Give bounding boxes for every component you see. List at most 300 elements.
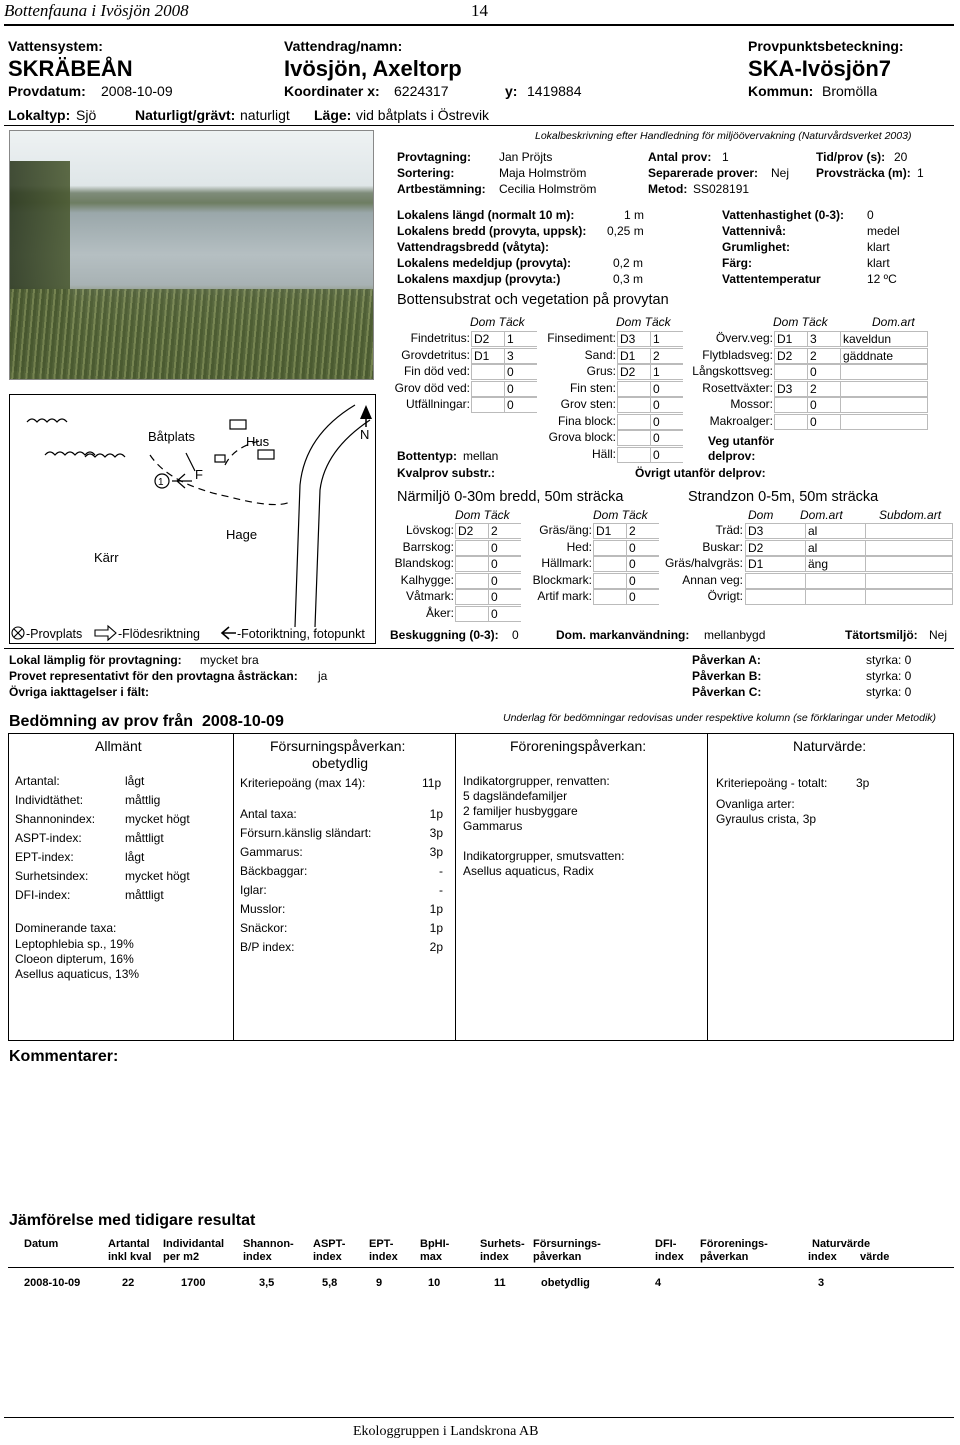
bedomning-date: 2008-10-09	[202, 713, 284, 730]
lamplig-value: mycket bra	[200, 653, 259, 667]
site-map	[9, 394, 376, 644]
field-label: Grova block:	[548, 430, 616, 444]
field-label: Våtmark:	[405, 589, 454, 603]
field-label: Grus:	[586, 364, 616, 378]
antal-prov-value: 1	[722, 150, 729, 164]
ovanliga-value: Gyraulus crista, 3p	[716, 812, 817, 826]
provstracka-value: 1	[917, 166, 924, 180]
column-header-sub: index	[480, 1251, 509, 1263]
flow-arrow	[172, 474, 192, 488]
allmant-label: DFI-index:	[15, 888, 71, 902]
column-header-sub: index	[808, 1251, 837, 1263]
map-label-batplats: Båtplats	[148, 429, 195, 444]
legend-flode: -Flödesriktning	[118, 627, 200, 641]
beskuggning-label: Beskuggning (0-3):	[390, 628, 499, 642]
legend-provplats-icon-cross	[14, 629, 22, 637]
paverkan-label: Påverkan B:	[692, 669, 762, 683]
tatort-value: Nej	[929, 628, 948, 642]
column-header: Individantal	[163, 1238, 225, 1250]
art-cell	[840, 414, 928, 430]
marsh-symbol	[85, 454, 125, 457]
photo-arrow	[186, 453, 195, 471]
dom-cell: D2	[455, 523, 488, 539]
field-label: Sand:	[584, 347, 616, 362]
allmant-value: måttligt	[125, 888, 164, 902]
tack-cell: 0	[488, 556, 521, 572]
legend-foto: -Fotoriktning, fotopunkt	[237, 627, 365, 641]
field-label: Åker:	[425, 605, 454, 620]
column-header: Försurnings-	[533, 1238, 601, 1250]
fororening-header: Föroreningspåverkan:	[510, 738, 647, 754]
dom-cell	[774, 414, 807, 430]
kriteriepoang-label: Kriteriepoäng (max 14):	[240, 776, 366, 790]
map-label-hus: Hus	[246, 434, 270, 449]
tack-cell: 0	[626, 540, 659, 556]
divider	[4, 648, 954, 649]
marsh-symbol	[27, 419, 67, 422]
tatort-label: Tätortsmiljö:	[845, 628, 918, 642]
dom-cell: D3	[774, 381, 807, 397]
field-label: Häll:	[591, 446, 616, 461]
footer-rule	[4, 1417, 954, 1418]
substrat-col2-header: Dom Täck	[616, 315, 671, 329]
dom-cell	[774, 364, 807, 380]
table-cell: 4	[655, 1277, 662, 1289]
antal-prov-label: Antal prov:	[648, 150, 712, 164]
maxdjup-label: Lokalens maxdjup (provyta:)	[397, 272, 561, 286]
narmiljo-col1-header: Dom Täck	[455, 508, 510, 522]
substrat-title: Bottensubstrat och vegetation på provytan	[397, 292, 669, 308]
dom-cell	[745, 589, 805, 605]
koord-x-label: Koordinater x:	[284, 83, 380, 99]
vattendrag-value: Ivösjön, Axeltorp	[284, 56, 462, 81]
tack-cell: 0	[650, 430, 683, 446]
tack-cell: 0	[650, 397, 683, 413]
jamforelse-title: Jämförelse med tidigare resultat	[9, 1212, 256, 1229]
tack-cell: 0	[650, 381, 683, 397]
substrat-art-header: Dom.art	[872, 315, 915, 329]
dom-cell: D1	[617, 348, 650, 364]
column-header: ASPT-	[313, 1238, 346, 1250]
field-label: Grov död ved:	[394, 380, 470, 395]
art-cell: kaveldun	[840, 331, 928, 347]
indikator-smuts-value: Asellus aquaticus, Radix	[463, 864, 594, 878]
field-label: Kalhygge:	[400, 572, 454, 587]
column-header-sub: påverkan	[533, 1251, 582, 1263]
field-label: Hed:	[566, 539, 592, 554]
column-header-sub: påverkan	[700, 1251, 749, 1263]
tack-cell: 3	[504, 348, 537, 364]
veg-utanfor-label: Veg utanför	[708, 434, 775, 448]
underlag-note: Underlag för bedömningar redovisas under respektive kolumn (se förklaringar under Metodik)	[503, 712, 937, 724]
markanv-label: Dom. markanvändning:	[556, 628, 690, 642]
indikator-ren-item: 2 familjer husbyggare	[463, 804, 578, 818]
paverkan-styrka: styrka: 0	[866, 685, 912, 699]
forsurning-label: Försurn.känslig sländart:	[240, 826, 372, 840]
vattensystem-value: SKRÄBEÅN	[8, 56, 133, 81]
medeldjup-value: 0,2 m	[613, 256, 644, 270]
tack-cell: 1	[504, 331, 537, 347]
provtagning-value: Jan Pröjts	[499, 150, 553, 164]
dom-cell: D1	[471, 348, 504, 364]
field-label: Blandskog:	[394, 556, 454, 570]
kriterie-totalt-label: Kriteriepoäng - totalt:	[716, 776, 828, 790]
header-rule	[8, 1267, 954, 1268]
dom-cell: D2	[617, 364, 650, 380]
tack-cell: 2	[650, 348, 683, 364]
art-cell: äng	[805, 556, 865, 572]
allmant-label: EPT-index:	[15, 850, 74, 864]
art-cell: al	[805, 523, 865, 539]
forsurning-value: 3p	[429, 845, 443, 859]
hastighet-label: Vattenhastighet (0-3):	[722, 208, 845, 222]
forsurning-label: Iglar:	[240, 883, 267, 897]
narmiljo-col2-header: Dom Täck	[593, 508, 648, 522]
column-header-sub: index	[243, 1251, 272, 1263]
house-symbol	[258, 450, 274, 459]
allmant-label: Surhetsindex:	[15, 869, 89, 883]
field-label: Gräs/halvgräs:	[664, 556, 743, 570]
dom-cell: D1	[593, 523, 626, 539]
medeldjup-label: Lokalens medeldjup (provyta):	[397, 256, 572, 270]
veg-utanfor-label-2: delprov:	[708, 449, 756, 463]
table-cell: 11	[494, 1277, 506, 1289]
header-rule	[4, 24, 954, 26]
column-header: EPT-	[369, 1238, 394, 1250]
allmant-value: mycket högt	[125, 812, 190, 826]
column-header-sub: max	[420, 1251, 443, 1263]
paverkan-styrka: styrka: 0	[866, 653, 912, 667]
temp-value: 12 ºC	[867, 272, 897, 286]
field-label: Övrigt:	[707, 589, 743, 603]
tack-cell: 0	[650, 414, 683, 430]
dom-cell: D2	[774, 348, 807, 364]
field-label: Hällmark:	[541, 556, 592, 570]
column-divider	[233, 733, 234, 1041]
field-label: Findetritus:	[410, 331, 470, 345]
map-label-f: F	[195, 467, 203, 482]
representativt-value: ja	[318, 669, 328, 683]
lamplig-label: Lokal lämplig för provtagning:	[9, 653, 182, 667]
allmant-label: Artantal:	[15, 774, 60, 788]
tack-cell: 0	[488, 573, 521, 589]
allmant-value: lågt	[125, 774, 145, 788]
forsurning-label: Bäckbaggar:	[240, 864, 308, 878]
column-header: BpHI-	[420, 1238, 450, 1250]
tack-cell: 0	[626, 573, 659, 589]
ovanliga-label: Ovanliga arter:	[716, 797, 795, 811]
separerade-label: Separerade prover:	[648, 166, 759, 180]
dom-cell: D1	[745, 556, 805, 572]
field-label: Makroalger:	[709, 413, 773, 428]
lage-label: Läge:	[314, 107, 352, 123]
allmant-value: måttlig	[125, 793, 161, 807]
art-cell	[840, 397, 928, 413]
column-header-sub: värde	[860, 1251, 890, 1263]
bredd-value: 0,25 m	[607, 224, 644, 238]
maxdjup-value: 0,3 m	[613, 272, 644, 286]
legend-flode-icon	[95, 626, 116, 640]
tack-cell: 2	[626, 523, 659, 539]
vattendragsbredd-label: Vattendragsbredd (våtyta):	[397, 240, 550, 254]
vattendrag-label: Vattendrag/namn:	[284, 38, 403, 54]
tack-cell: 2	[488, 523, 521, 539]
strandzon-domart-header: Dom.art	[800, 508, 843, 522]
table-cell: 5,8	[322, 1277, 338, 1289]
table-cell: 2008-10-09	[24, 1277, 81, 1289]
column-divider	[707, 733, 708, 1041]
map-label-hage: Hage	[226, 527, 258, 542]
map-label-point: 1	[158, 477, 164, 488]
tid-label: Tid/prov (s):	[816, 150, 886, 164]
forsurning-label: Antal taxa:	[240, 807, 297, 821]
column-header-sub: index	[369, 1251, 398, 1263]
forsurning-value: 2p	[429, 940, 443, 954]
field-label: Grovdetritus:	[401, 347, 470, 362]
farg-label: Färg:	[722, 256, 752, 270]
legend-provplats: -Provplats	[26, 627, 83, 641]
bottentyp-label: Bottentyp:	[397, 449, 457, 463]
dominerande-taxon: Leptophlebia sp., 19%	[15, 937, 134, 951]
field-label: Överv.veg:	[715, 331, 773, 345]
lokaltyp-label: Lokaltyp:	[8, 107, 71, 123]
art-cell: gäddnate	[840, 348, 928, 364]
subart-cell	[865, 589, 953, 605]
dominerande-label: Dominerande taxa:	[15, 921, 117, 935]
lokaltyp-value: Sjö	[76, 107, 97, 123]
subart-cell	[865, 573, 953, 589]
lage-value: vid båtplats i Östrevik	[356, 107, 490, 123]
forsurning-label: Musslor:	[240, 902, 286, 916]
representativt-label: Provet representativt för den provtagna åsträckan:	[9, 669, 298, 683]
provtagning-label: Provtagning:	[397, 150, 471, 164]
table-cell: 3,5	[259, 1277, 275, 1289]
table-cell: 3	[818, 1277, 825, 1289]
field-label: Annan veg:	[682, 572, 743, 587]
tack-cell: 0	[488, 606, 521, 622]
column-header-sub: inkl kval	[108, 1251, 152, 1263]
indikator-smuts-label: Indikatorgrupper, smutsvatten:	[463, 849, 625, 863]
road-line	[315, 420, 370, 627]
dom-cell: D2	[471, 331, 504, 347]
bedomning-title: Bedömning av prov från	[9, 713, 194, 730]
forsurning-value: -	[439, 864, 443, 878]
field-label: Utfällningar:	[405, 397, 470, 411]
site-photo	[9, 130, 374, 380]
field-label: Mossor:	[730, 397, 773, 411]
separerade-value: Nej	[771, 166, 790, 180]
narmiljo-title: Närmiljö 0-30m bredd, 50m sträcka	[397, 489, 624, 505]
column-header: Artantal	[108, 1238, 150, 1250]
strandzon-title: Strandzon 0-5m, 50m sträcka	[688, 489, 879, 505]
field-label: Lövskog:	[405, 523, 454, 537]
site-map-drawing	[10, 395, 377, 645]
naturligt-value: naturligt	[240, 107, 290, 123]
field-label: Fina block:	[557, 413, 616, 428]
allmant-label: Individtäthet:	[15, 793, 84, 807]
kommun-label: Kommun:	[748, 83, 814, 99]
grumlighet-label: Grumlighet:	[722, 240, 790, 254]
allmant-value: lågt	[125, 850, 145, 864]
provdatum-label: Provdatum:	[8, 83, 86, 99]
beskuggning-value: 0	[512, 628, 519, 642]
forsurning-label: Gammarus:	[240, 845, 303, 859]
koord-x-value: 6224317	[394, 83, 449, 99]
field-label: Grov sten:	[560, 397, 616, 411]
artbest-label: Artbestämning:	[397, 182, 486, 196]
koord-y-label: y:	[505, 83, 518, 99]
dominerande-taxon: Asellus aquaticus, 13%	[15, 967, 140, 981]
paverkan-styrka: styrka: 0	[866, 669, 912, 683]
tack-cell: 0	[626, 589, 659, 605]
tack-cell: 0	[504, 397, 537, 413]
allmant-value: måttligt	[125, 831, 164, 845]
dom-cell	[455, 606, 488, 622]
art-cell	[840, 381, 928, 397]
tack-cell: 0	[488, 589, 521, 605]
strandzon-dom-header: Dom	[748, 508, 774, 522]
column-header: Datum	[24, 1238, 59, 1250]
indikator-ren-item: Gammarus	[463, 819, 523, 833]
tack-cell: 2	[807, 381, 840, 397]
field-label: Flytbladsveg:	[702, 347, 773, 362]
dom-cell	[617, 430, 650, 446]
tack-cell: 0	[626, 556, 659, 572]
forsurning-label: Snäckor:	[240, 921, 288, 935]
column-header-sub: index	[313, 1251, 342, 1263]
dom-cell	[745, 573, 805, 589]
metod-label: Metod:	[648, 182, 688, 196]
naturligt-label: Naturligt/grävt:	[135, 107, 236, 123]
sortering-label: Sortering:	[397, 166, 455, 180]
field-label: Rosettväxter:	[702, 380, 773, 395]
indikator-ren-label: Indikatorgrupper, renvatten:	[463, 774, 610, 788]
tack-cell: 0	[807, 397, 840, 413]
forsurning-value: -	[439, 883, 443, 897]
provpunkt-label: Provpunktsbeteckning:	[748, 38, 904, 54]
lokalbeskrivning-note: Lokalbeskrivning efter Handledning för miljöövervakning (Naturvårdsverket 2003)	[535, 130, 912, 142]
vattenniva-value: medel	[867, 224, 900, 238]
column-divider	[455, 733, 456, 1041]
dom-cell: D1	[774, 331, 807, 347]
koord-y-value: 1419884	[527, 83, 582, 99]
table-cell: 10	[428, 1277, 441, 1289]
field-label: Fin död ved:	[403, 364, 470, 378]
tack-cell: 2	[807, 348, 840, 364]
allmant-label: ASPT-index:	[15, 831, 82, 845]
field-label: Långskottsveg:	[692, 364, 773, 378]
table-cell: 9	[376, 1277, 383, 1289]
map-label-n: N	[360, 427, 370, 442]
site-rule	[4, 125, 954, 126]
forsurning-value: 3p	[429, 826, 443, 840]
field-label: Blockmark:	[532, 572, 592, 587]
page-number: 14	[471, 1, 488, 20]
header-title: Bottenfauna i Ivösjön 2008	[4, 1, 189, 20]
tack-cell: 3	[807, 331, 840, 347]
field-label: Gräs/äng:	[539, 523, 592, 537]
bredd-label: Lokalens bredd (provyta, uppsk):	[397, 224, 587, 238]
allmant-header: Allmänt	[95, 738, 142, 754]
paverkan-label: Påverkan A:	[692, 653, 761, 667]
langd-value: 1 m	[624, 208, 645, 222]
naturvarde-header: Naturvärde:	[793, 738, 867, 754]
column-header: Shannon-	[243, 1238, 294, 1250]
column-header: DFI-	[655, 1238, 677, 1250]
field-label: Fin sten:	[569, 380, 616, 395]
temp-label: Vattentemperatur	[722, 272, 821, 286]
tack-cell: 0	[807, 414, 840, 430]
table-cell: 1700	[181, 1277, 206, 1289]
art-cell	[805, 573, 865, 589]
substrat-col3-header: Dom Täck	[773, 315, 828, 329]
sortering-value: Maja Holmström	[499, 166, 587, 180]
forsurning-value: 1p	[429, 807, 443, 821]
dominerande-taxon: Cloeon dipterum, 16%	[15, 952, 134, 966]
kriteriepoang-value: 11p	[422, 776, 442, 790]
metod-value: SS028191	[693, 182, 750, 196]
art-cell	[840, 364, 928, 380]
vattenniva-label: Vattennivå:	[722, 224, 787, 238]
bottentyp-value: mellan	[463, 449, 499, 463]
paverkan-label: Påverkan C:	[692, 685, 762, 699]
langd-label: Lokalens längd (normalt 10 m):	[397, 208, 575, 222]
map-label-karr: Kärr	[94, 550, 119, 565]
dom-cell	[617, 447, 650, 463]
legend-foto-icon	[222, 627, 236, 639]
hastighet-value: 0	[867, 208, 874, 222]
allmant-value: mycket högt	[125, 869, 190, 883]
dom-cell: D3	[745, 523, 805, 539]
forsurning-header: Försurningspåverkan:	[270, 738, 406, 754]
kriterie-totalt-value: 3p	[856, 776, 870, 790]
field-label: Finsediment:	[547, 331, 616, 345]
tid-value: 20	[894, 150, 908, 164]
column-header-sub: per m2	[163, 1251, 200, 1263]
substrat-col1-header: Dom Täck	[470, 315, 525, 329]
tack-cell: 0	[488, 540, 521, 556]
dom-cell: D2	[745, 540, 805, 556]
column-header: Förorenings-	[700, 1238, 768, 1250]
column-header: Surhets-	[480, 1238, 525, 1250]
tack-cell: 1	[650, 364, 683, 380]
kommun-value: Bromölla	[822, 83, 878, 99]
markanv-value: mellanbygd	[704, 628, 766, 642]
art-cell: al	[805, 540, 865, 556]
tack-cell: 0	[650, 447, 683, 463]
tack-cell: 0	[504, 364, 537, 380]
field-label: Träd:	[715, 523, 743, 537]
column-header: Naturvärde	[812, 1238, 871, 1250]
table-cell: 22	[122, 1277, 135, 1289]
farg-value: klart	[867, 256, 890, 270]
tack-cell: 0	[504, 381, 537, 397]
column-header-sub: index	[655, 1251, 684, 1263]
grumlighet-value: klart	[867, 240, 890, 254]
allmant-label: Shannonindex:	[15, 812, 96, 826]
provpunkt-value: SKA-Ivösjön7	[748, 56, 892, 81]
vattensystem-label: Vattensystem:	[8, 38, 103, 54]
kvalprov-label: Kvalprov substr.:	[397, 466, 496, 480]
field-label: Barrskog:	[402, 539, 454, 554]
forsurning-value: obetydlig	[312, 755, 369, 771]
table-cell: obetydlig	[541, 1277, 590, 1289]
north-arrow-icon	[360, 405, 372, 419]
tack-cell: 0	[807, 364, 840, 380]
ovrigt-utanfor-label: Övrigt utanför delprov:	[635, 466, 766, 480]
field-label: Buskar:	[702, 539, 743, 554]
field-label: Artif mark:	[537, 589, 592, 603]
